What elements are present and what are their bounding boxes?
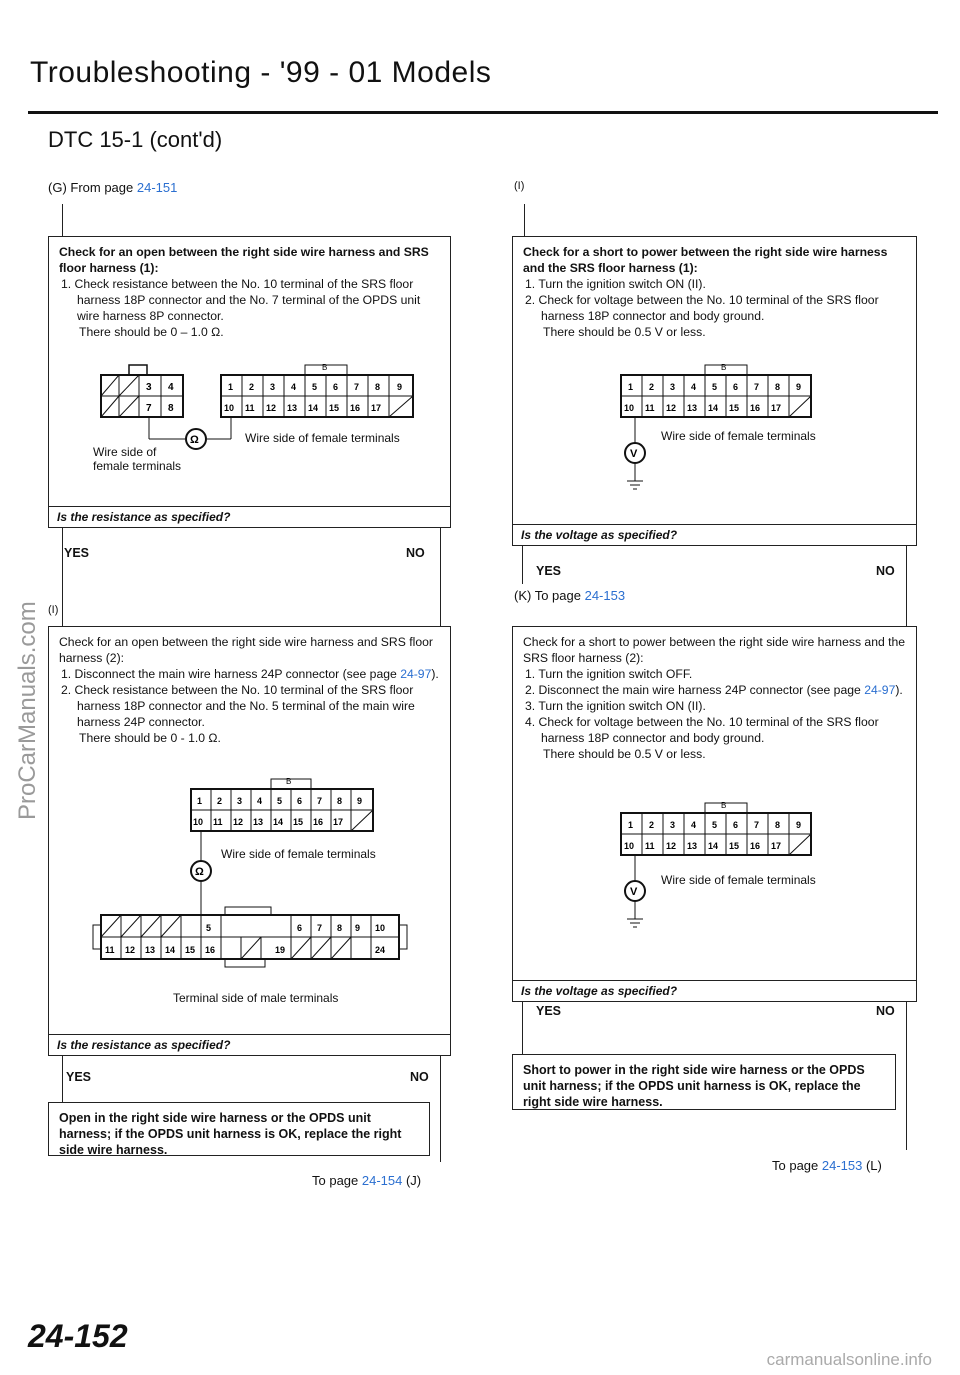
connector-8p-icon xyxy=(101,365,183,439)
connector-18p-icon xyxy=(221,363,413,439)
right-k-link[interactable]: 24-153 xyxy=(584,588,626,603)
svg-text:19: 19 xyxy=(275,945,286,955)
svg-text:7: 7 xyxy=(317,923,323,933)
svg-text:17: 17 xyxy=(771,403,782,413)
watermark-left: ProCarManuals.com xyxy=(14,601,41,820)
svg-text:6: 6 xyxy=(733,820,739,830)
left-step2-diagram xyxy=(89,749,439,999)
connector-18p-icon xyxy=(621,801,811,855)
svg-text:13: 13 xyxy=(253,817,264,827)
svg-text:7: 7 xyxy=(317,796,323,806)
svg-text:14: 14 xyxy=(273,817,284,827)
left-step2-item1-text: 1. Disconnect the main wire harness 24P connector (see page xyxy=(61,667,401,681)
left-step2-box xyxy=(48,626,451,1056)
right-step1-question: Is the voltage as specified? xyxy=(513,524,916,545)
flow-line xyxy=(62,204,63,236)
svg-text:15: 15 xyxy=(293,817,304,827)
svg-text:B: B xyxy=(286,777,292,786)
voltmeter-icon xyxy=(625,443,645,463)
svg-text:13: 13 xyxy=(687,841,698,851)
svg-text:9: 9 xyxy=(357,796,363,806)
svg-text:3: 3 xyxy=(670,382,676,392)
svg-text:3: 3 xyxy=(270,382,276,392)
left-step1-spec: There should be 0 – 1.0 Ω. xyxy=(79,325,224,339)
svg-text:6: 6 xyxy=(733,382,739,392)
svg-text:5: 5 xyxy=(712,820,718,830)
left-step1-8p-label xyxy=(93,445,181,473)
svg-text:11: 11 xyxy=(245,403,255,413)
right-step2-item4: 4. Check for voltage between the No. 10 terminal of the SRS floor harness 18P connector and body ground. xyxy=(525,715,879,745)
flow-line xyxy=(522,1002,523,1054)
left-step2-item2: 2. Check resistance between the No. 10 terminal of the SRS floor harness 18P connector and the No. 5 terminal of the main wire harness 24P connector. xyxy=(61,683,415,729)
left-step1-item1: 1. Check resistance between the No. 10 terminal of the SRS floor harness 18P connector and the No. 7 terminal of the OPDS unit wire harness 8P connector. xyxy=(61,277,421,323)
left-step1-box xyxy=(48,236,451,528)
svg-text:17: 17 xyxy=(333,817,344,827)
left-to-page-ref xyxy=(312,1173,421,1188)
svg-text:4: 4 xyxy=(691,820,697,830)
page-number: 24-152 xyxy=(28,1318,128,1354)
ohmmeter-icon xyxy=(186,429,206,449)
right-step1-no: NO xyxy=(876,564,895,578)
left-step2-no: NO xyxy=(410,1070,429,1084)
right-result-text: Short to power in the right side wire harness or the OPDS unit harness; if the OPDS unit harness is OK, replace the right side wire harness. xyxy=(523,1063,865,1109)
svg-text:16: 16 xyxy=(350,403,361,413)
svg-text:Ω: Ω xyxy=(195,866,204,878)
svg-text:4: 4 xyxy=(691,382,697,392)
svg-text:3: 3 xyxy=(237,796,243,806)
right-step1-title: Check for a short to power between the right side wire harness and the SRS floor harness (1): xyxy=(523,245,888,275)
flow-line xyxy=(906,1002,907,1150)
right-to-page-link[interactable]: 24-153 xyxy=(821,1158,863,1173)
svg-text:24: 24 xyxy=(375,945,386,955)
from-page-link[interactable]: 24-151 xyxy=(136,180,178,195)
voltmeter-icon xyxy=(625,881,645,901)
flow-line xyxy=(524,204,525,236)
svg-text:12: 12 xyxy=(266,403,277,413)
svg-text:2: 2 xyxy=(217,796,223,806)
svg-text:13: 13 xyxy=(687,403,698,413)
left-step2-terminal-side-label: Terminal side of male terminals xyxy=(173,991,339,1005)
right-to-page-suffix: (L) xyxy=(862,1158,882,1173)
svg-text:1: 1 xyxy=(628,382,634,392)
svg-text:5: 5 xyxy=(312,382,318,392)
svg-text:12: 12 xyxy=(666,841,677,851)
ohmmeter-icon xyxy=(191,861,211,881)
svg-text:16: 16 xyxy=(750,841,761,851)
svg-text:11: 11 xyxy=(645,841,655,851)
svg-text:V: V xyxy=(630,886,638,898)
svg-text:10: 10 xyxy=(375,923,386,933)
svg-text:9: 9 xyxy=(397,382,403,392)
svg-text:13: 13 xyxy=(287,403,298,413)
svg-text:14: 14 xyxy=(165,945,176,955)
right-i-label: (I) xyxy=(514,180,525,192)
right-step1-item2: 2. Check for voltage between the No. 10 terminal of the SRS floor harness 18P connector and body ground. xyxy=(525,293,879,323)
svg-text:13: 13 xyxy=(145,945,156,955)
svg-text:6: 6 xyxy=(297,923,303,933)
svg-text:B: B xyxy=(721,801,727,810)
left-step2-item1-end: ). xyxy=(431,667,439,681)
right-result-box xyxy=(512,1054,896,1110)
right-step2-spec: There should be 0.5 V or less. xyxy=(543,747,706,761)
wire-side-of-label: Wire side of xyxy=(93,445,157,459)
right-step2-item2-end: ). xyxy=(895,683,903,697)
svg-text:3: 3 xyxy=(670,820,676,830)
dtc-subtitle: DTC 15-1 (cont'd) xyxy=(48,127,223,152)
svg-text:16: 16 xyxy=(205,945,216,955)
left-step1-wire-side-label: Wire side of female terminals xyxy=(245,431,400,445)
svg-text:7: 7 xyxy=(354,382,360,392)
right-step2-item2 xyxy=(523,682,906,698)
right-step2-item1: 1. Turn the ignition switch OFF. xyxy=(525,667,693,681)
flow-line xyxy=(62,1056,63,1102)
svg-text:10: 10 xyxy=(193,817,204,827)
from-page-label: (G) From page xyxy=(48,180,137,195)
ground-icon xyxy=(627,919,643,927)
svg-text:11: 11 xyxy=(645,403,655,413)
svg-text:1: 1 xyxy=(628,820,634,830)
female-terminals-label: female terminals xyxy=(93,459,182,473)
svg-text:2: 2 xyxy=(649,820,655,830)
svg-text:3: 3 xyxy=(146,382,152,393)
title-rule xyxy=(28,111,938,114)
svg-text:5: 5 xyxy=(277,796,283,806)
svg-text:11: 11 xyxy=(105,945,115,955)
right-step2-no: NO xyxy=(876,1004,895,1018)
left-step1-question: Is the resistance as specified? xyxy=(49,506,450,527)
svg-text:5: 5 xyxy=(712,382,718,392)
svg-text:14: 14 xyxy=(308,403,319,413)
right-step2-yes: YES xyxy=(536,1004,562,1018)
left-step1-yes: YES xyxy=(64,546,90,560)
svg-text:12: 12 xyxy=(125,945,136,955)
left-step2-item1 xyxy=(59,666,440,682)
svg-text:14: 14 xyxy=(708,841,719,851)
svg-text:15: 15 xyxy=(729,841,740,851)
flow-line xyxy=(906,546,907,626)
svg-text:9: 9 xyxy=(796,382,802,392)
connector-24p-icon xyxy=(93,907,407,967)
svg-text:8: 8 xyxy=(775,820,781,830)
left-step2-yes: YES xyxy=(66,1070,92,1084)
svg-text:1: 1 xyxy=(228,382,234,392)
svg-text:9: 9 xyxy=(796,820,802,830)
right-k-label: (K) To page xyxy=(514,588,585,603)
svg-text:6: 6 xyxy=(333,382,339,392)
svg-text:4: 4 xyxy=(168,382,174,393)
page-title: Troubleshooting - '99 - 01 Models xyxy=(30,56,492,89)
left-step1-no: NO xyxy=(406,546,425,560)
right-step1-item1: 1. Turn the ignition switch ON (II). xyxy=(525,277,706,291)
right-step2-diagram xyxy=(613,795,833,945)
left-step2-wire-side-label: Wire side of female terminals xyxy=(221,847,376,861)
svg-text:4: 4 xyxy=(291,382,297,392)
left-to-page-suffix: (J) xyxy=(402,1173,422,1188)
right-step1-box xyxy=(512,236,917,546)
svg-text:17: 17 xyxy=(771,841,782,851)
svg-text:2: 2 xyxy=(649,382,655,392)
left-result-text: Open in the right side wire harness or the OPDS unit harness; if the OPDS unit harness is OK, replace the right side wire harness. xyxy=(59,1111,402,1157)
left-step2-title: Check for an open between the right side wire harness and SRS floor harness (2): xyxy=(59,635,433,665)
connector-18p-icon xyxy=(191,777,373,831)
flow-line xyxy=(440,1056,441,1162)
svg-text:12: 12 xyxy=(233,817,244,827)
flow-line xyxy=(522,546,523,584)
right-step1-wire-side-label: Wire side of female terminals xyxy=(661,429,816,443)
svg-text:16: 16 xyxy=(313,817,324,827)
from-page-ref xyxy=(48,180,177,195)
svg-text:17: 17 xyxy=(371,403,382,413)
svg-text:15: 15 xyxy=(185,945,196,955)
left-step2-spec: There should be 0 - 1.0 Ω. xyxy=(79,731,221,745)
right-step1-yes: YES xyxy=(536,564,562,578)
right-step2-box xyxy=(512,626,917,1002)
svg-text:11: 11 xyxy=(213,817,223,827)
svg-text:7: 7 xyxy=(754,820,760,830)
svg-text:7: 7 xyxy=(146,403,152,414)
left-i-label: (I) xyxy=(48,604,59,616)
ground-icon xyxy=(627,481,643,489)
svg-text:14: 14 xyxy=(708,403,719,413)
svg-text:15: 15 xyxy=(729,403,740,413)
left-step2-item1-link[interactable]: 24-97 xyxy=(400,667,432,681)
svg-text:6: 6 xyxy=(297,796,303,806)
right-k-ref xyxy=(514,588,625,603)
svg-text:1: 1 xyxy=(197,796,203,806)
svg-text:B: B xyxy=(721,363,727,372)
left-to-page-link[interactable]: 24-154 xyxy=(361,1173,403,1188)
right-step2-question: Is the voltage as specified? xyxy=(513,980,916,1001)
left-to-page-label: To page xyxy=(312,1173,362,1188)
svg-text:8: 8 xyxy=(168,403,174,414)
svg-text:V: V xyxy=(630,448,638,460)
right-step2-item3: 3. Turn the ignition switch ON (II). xyxy=(525,699,706,713)
svg-text:8: 8 xyxy=(375,382,381,392)
watermark-right: carmanualsonline.info xyxy=(766,1350,932,1369)
svg-text:9: 9 xyxy=(355,923,361,933)
right-step2-item2-text: 2. Disconnect the main wire harness 24P connector (see page xyxy=(525,683,865,697)
connector-18p-icon xyxy=(621,363,811,417)
svg-text:15: 15 xyxy=(329,403,340,413)
left-result-box xyxy=(48,1102,430,1156)
right-step1-spec: There should be 0.5 V or less. xyxy=(543,325,706,339)
right-step2-wire-side-label: Wire side of female terminals xyxy=(661,873,816,887)
svg-text:B: B xyxy=(322,363,328,372)
left-step2-question: Is the resistance as specified? xyxy=(49,1034,450,1055)
svg-text:10: 10 xyxy=(624,841,635,851)
svg-text:Ω: Ω xyxy=(190,434,199,446)
svg-text:5: 5 xyxy=(206,923,212,933)
svg-text:10: 10 xyxy=(624,403,635,413)
svg-text:10: 10 xyxy=(224,403,235,413)
svg-text:8: 8 xyxy=(775,382,781,392)
flow-line xyxy=(62,528,63,626)
right-step2-item2-link[interactable]: 24-97 xyxy=(864,683,896,697)
flow-line xyxy=(440,528,441,626)
svg-text:2: 2 xyxy=(249,382,255,392)
svg-text:8: 8 xyxy=(337,796,343,806)
svg-text:7: 7 xyxy=(754,382,760,392)
svg-text:12: 12 xyxy=(666,403,677,413)
svg-text:16: 16 xyxy=(750,403,761,413)
right-to-page-ref xyxy=(772,1158,882,1173)
svg-text:4: 4 xyxy=(257,796,263,806)
svg-text:8: 8 xyxy=(337,923,343,933)
right-step2-title: Check for a short to power between the right side wire harness and the SRS floor harness (2): xyxy=(523,635,906,665)
right-to-page-label: To page xyxy=(772,1158,822,1173)
left-step1-title: Check for an open between the right side wire harness and SRS floor harness (1): xyxy=(59,245,429,275)
